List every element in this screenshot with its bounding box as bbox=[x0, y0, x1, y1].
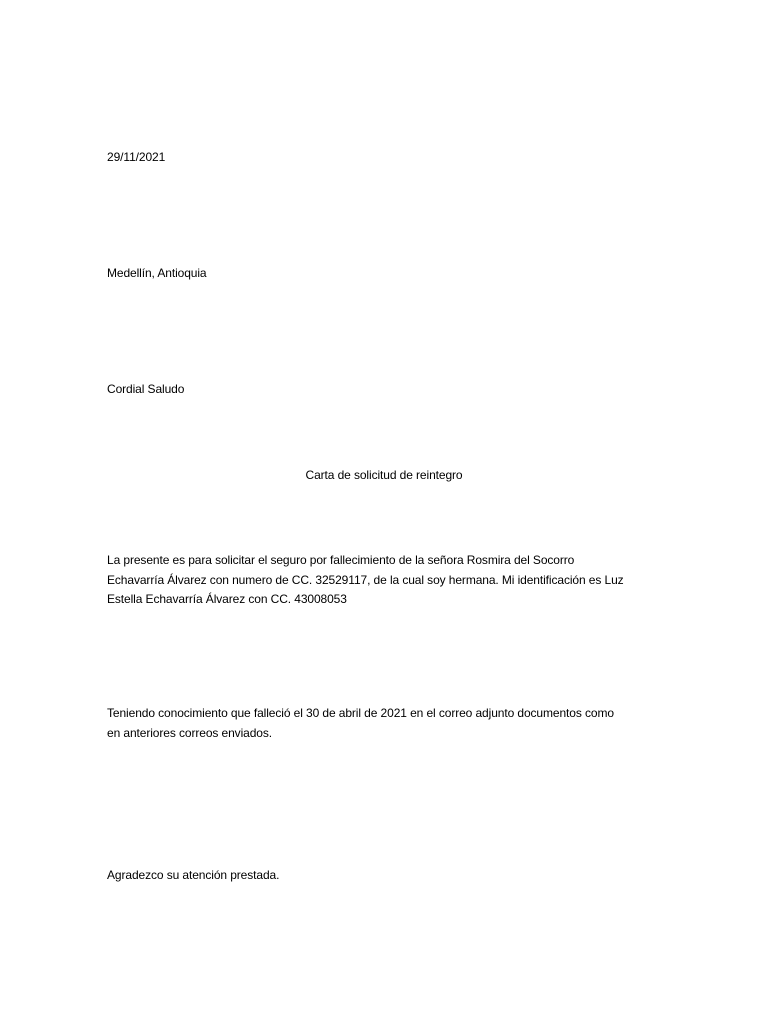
letter-paragraph-context bbox=[107, 704, 667, 743]
paragraph-line: Echavarría Álvarez con numero de CC. 32529117, de la cual soy hermana. Mi identificación es Luz bbox=[107, 572, 624, 587]
letter-closing: Agradezco su atención prestada. bbox=[107, 868, 280, 882]
paragraph-line: en anteriores correos enviados. bbox=[107, 725, 272, 740]
letter-place: Medellín, Antioquia bbox=[107, 266, 207, 280]
letter-paragraph-request bbox=[107, 551, 667, 610]
paragraph-line: Teniendo conocimiento que falleció el 30 de abril de 2021 en el correo adjunto documentos como bbox=[107, 706, 614, 720]
paragraph-line: Estella Echavarría Álvarez con CC. 43008053 bbox=[107, 592, 347, 606]
paragraph-line: La presente es para solicitar el seguro por fallecimiento de la señora Rosmira del Socorro bbox=[107, 553, 575, 567]
letter-subject: Carta de solicitud de reintegro bbox=[305, 468, 463, 482]
letter-greeting: Cordial Saludo bbox=[107, 382, 185, 396]
letter-date: 29/11/2021 bbox=[107, 150, 166, 164]
